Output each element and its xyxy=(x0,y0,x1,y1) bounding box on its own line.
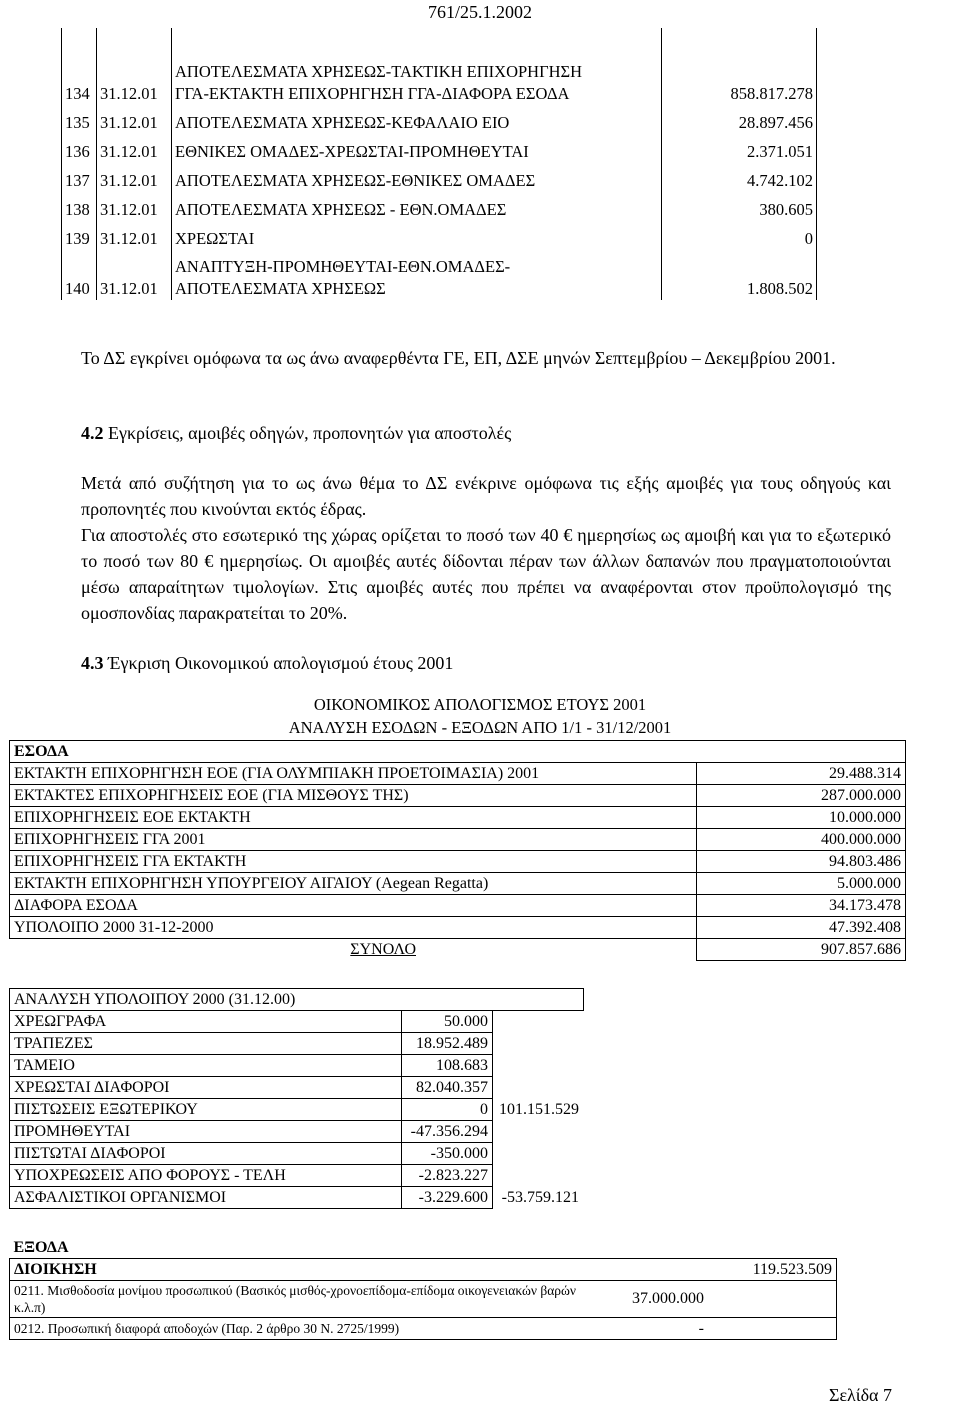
ledger-description: ΑΠΟΤΕΛΕΣΜΑΤΑ ΧΡΗΣΕΩΣ-ΤΑΚΤΙΚΗ ΕΠΙΧΟΡΗΓΗΣΗ ΓΓΑ-ΕΚΤΑΚΤΗ ΕΠΙΧΟΡΗΓΗΣΗ ΓΓΑ-ΔΙΑΦΟΡΑ ΕΣΟΔΑ xyxy=(172,55,662,105)
table-row: ΧΡΕΩΓΡΑΦΑ 50.000 xyxy=(10,1011,584,1033)
ledger-no: 140 xyxy=(62,250,97,300)
ledger-date: 31.12.01 xyxy=(97,250,172,300)
ledger-row xyxy=(62,55,817,105)
table-row: ΕΠΙΧΟΡΗΓΗΣΕΙΣ ΕΟΕ ΕΚΤΑΚΤΗ 10.000.000 xyxy=(10,807,906,829)
document-reference: 761/25.1.2002 xyxy=(427,2,532,22)
table-row: ΠΡΟΜΗΘΕΥΤΑΙ -47.356.294 xyxy=(10,1121,584,1143)
ledger-date: 31.12.01 xyxy=(97,163,172,192)
ledger-description: ΑΠΟΤΕΛΕΣΜΑΤΑ ΧΡΗΣΕΩΣ - ΕΘΝ.ΟΜΑΔΕΣ xyxy=(172,192,662,221)
section-4-2-paragraph-1: Μετά από συζήτηση για το ως άνω θέμα το ΔΣ ενέκρινε ομόφωνα τις εξής αμοιβές για τους οδηγούς και προπονητές που κινούνται εκτός έδρας. xyxy=(81,473,891,519)
section-4-2-heading: 4.2 Εγκρίσεις, αμοιβές οδηγών, προπονητών για αποστολές xyxy=(81,423,512,443)
ledger-amount: 858.817.278 xyxy=(662,55,817,105)
table-row: ΠΙΣΤΩΣΕΙΣ ΕΞΩΤΕΡΙΚΟΥ 0 101.151.529 xyxy=(10,1099,584,1121)
ledger-description: ΕΘΝΙΚΕΣ ΟΜΑΔΕΣ-ΧΡΕΩΣΤΑΙ-ΠΡΟΜΗΘΕΥΤΑΙ xyxy=(172,134,662,163)
income-heading: ΕΣΟΔΑ xyxy=(10,741,906,763)
ledger-row xyxy=(62,192,817,221)
ledger-row xyxy=(62,163,817,192)
ledger-row xyxy=(62,250,817,300)
income-table xyxy=(9,740,906,961)
table-row: 0212. Προσωπική διαφορά αποδοχών (Παρ. 2 άρθρο 30 Ν. 2725/1999) - xyxy=(10,1318,837,1340)
ledger-description: ΧΡΕΩΣΤΑΙ xyxy=(172,221,662,250)
approval-paragraph: Το ΔΣ εγκρίνει ομόφωνα τα ως άνω αναφερθέντα ΓΕ, ΕΠ, ΔΣΕ μηνών Σεπτεμβρίου – Δεκεμβρίου 2001. xyxy=(81,348,836,368)
section-4-3-heading: 4.3 Έγκριση Οικονομικού απολογισμού έτους 2001 xyxy=(81,653,454,673)
balance-heading: ΑΝΑΛΥΣΗ ΥΠΟΛΟΙΠΟΥ 2000 (31.12.00) xyxy=(10,989,584,1011)
table-row: ΤΑΜΕΙΟ 108.683 xyxy=(10,1055,584,1077)
table-row: ΔΙΑΦΟΡΑ ΕΣΟΔΑ 34.173.478 xyxy=(10,895,906,917)
table-row: ΕΠΙΧΟΡΗΓΗΣΕΙΣ ΓΓΑ ΕΚΤΑΚΤΗ 94.803.486 xyxy=(10,851,906,873)
balance-table xyxy=(9,988,584,1209)
page-number: Σελίδα 7 xyxy=(828,1385,892,1405)
report-subtitle: ΑΝΑΛΥΣΗ ΕΣΟΔΩΝ - ΕΞΟΔΩΝ ΑΠΟ 1/1 - 31/12/2001 xyxy=(288,718,672,737)
table-row: ΧΡΕΩΣΤΑΙ ΔΙΑΦΟΡΟΙ 82.040.357 xyxy=(10,1077,584,1099)
admin-label: ΔΙΟΙΚΗΣΗ xyxy=(10,1259,601,1281)
ledger-date: 31.12.01 xyxy=(97,192,172,221)
report-title: ΟΙΚΟΝΟΜΙΚΟΣ ΑΠΟΛΟΓΙΣΜΟΣ ΕΤΟΥΣ 2001 xyxy=(313,695,647,714)
income-total-row xyxy=(10,939,906,961)
table-row: ΕΠΙΧΟΡΗΓΗΣΕΙΣ ΓΓΑ 2001 400.000.000 xyxy=(10,829,906,851)
table-row: ΤΡΑΠΕΖΕΣ 18.952.489 xyxy=(10,1033,584,1055)
table-row: ΕΚΤΑΚΤΗ ΕΠΙΧΟΡΗΓΗΣΗ ΥΠΟΥΡΓΕΙΟΥ ΑΙΓΑΙΟΥ (Aegean Regatta) 5.000.000 xyxy=(10,873,906,895)
table-row: ΥΠΟΛΟΙΠΟ 2000 31-12-2000 47.392.408 xyxy=(10,917,906,939)
section-4-2-paragraph-2: Για αποστολές στο εσωτερικό της χώρας ορίζεται το ποσό των 40 € ημερησίως ως αμοιβή και για το εξωτερικό το ποσό των 80 € ημερησίως. Οι αμοιβές αυτές δίδονται πέραν των άλλων δαπανών που πραγματοποιούνται μέσω απαραίτητων τιμολογίων. Στις αμοιβές αυτές που πρέπει να αναφέρονται στον προϋπολογισμό της ομοσπονδίας παρακρατείται το 20%. xyxy=(81,525,891,623)
ledger-description: ΑΠΟΤΕΛΕΣΜΑΤΑ ΧΡΗΣΕΩΣ-ΕΘΝΙΚΕΣ ΟΜΑΔΕΣ xyxy=(172,163,662,192)
ledger-date: 31.12.01 xyxy=(97,134,172,163)
table-row: ΕΚΤΑΚΤΗ ΕΠΙΧΟΡΗΓΗΣΗ ΕΟΕ (ΓΙΑ ΟΛΥΜΠΙΑΚΗ ΠΡΟΕΤΟΙΜΑΣΙΑ) 2001 29.488.314 xyxy=(10,763,906,785)
ledger-row xyxy=(62,105,817,134)
ledger-amount: 0 xyxy=(662,221,817,250)
table-row: ΠΙΣΤΩΤΑΙ ΔΙΑΦΟΡΟΙ -350.000 xyxy=(10,1143,584,1165)
table-row: ΑΣΦΑΛΙΣΤΙΚΟΙ ΟΡΓΑΝΙΣΜΟΙ -3.229.600 -53.759.121 xyxy=(10,1187,584,1209)
admin-total: 119.523.509 xyxy=(708,1259,837,1281)
ledger-description: ΑΝΑΠΤΥΞΗ-ΠΡΟΜΗΘΕΥΤΑΙ-ΕΘΝ.ΟΜΑΔΕΣ- ΑΠΟΤΕΛΕΣΜΑΤΑ ΧΡΗΣΕΩΣ xyxy=(172,250,662,300)
ledger-amount: 2.371.051 xyxy=(662,134,817,163)
admin-row xyxy=(10,1259,837,1281)
ledger-description: ΑΠΟΤΕΛΕΣΜΑΤΑ ΧΡΗΣΕΩΣ-ΚΕΦΑΛΑΙΟ ΕΙΟ xyxy=(172,105,662,134)
total-amount: 907.857.686 xyxy=(697,939,906,961)
ledger-no: 135 xyxy=(62,105,97,134)
ledger-table xyxy=(61,28,817,300)
ledger-amount: 1.808.502 xyxy=(662,250,817,300)
expenses-table xyxy=(9,1237,837,1340)
ledger-no: 137 xyxy=(62,163,97,192)
ledger-date: 31.12.01 xyxy=(97,55,172,105)
table-row: ΥΠΟΧΡΕΩΣΕΙΣ ΑΠΟ ΦΟΡΟΥΣ - ΤΕΛΗ -2.823.227 xyxy=(10,1165,584,1187)
ledger-no: 138 xyxy=(62,192,97,221)
ledger-amount: 4.742.102 xyxy=(662,163,817,192)
total-label: ΣΥΝΟΛΟ xyxy=(350,940,416,958)
ledger-amount: 28.897.456 xyxy=(662,105,817,134)
ledger-row xyxy=(62,134,817,163)
ledger-row xyxy=(62,221,817,250)
table-row: 0211. Μισθοδοσία μονίμου προσωπικού (Βασικός μισθός-χρονοεπίδομα-επίδομα οικογενειακών βαρών κ.λ.π) 37.000.000 xyxy=(10,1281,837,1318)
ledger-no: 134 xyxy=(62,55,97,105)
table-row: ΕΚΤΑΚΤΕΣ ΕΠΙΧΟΡΗΓΗΣΕΙΣ ΕΟΕ (ΓΙΑ ΜΙΣΘΟΥΣ ΤΗΣ) 287.000.000 xyxy=(10,785,906,807)
ledger-no: 139 xyxy=(62,221,97,250)
ledger-date: 31.12.01 xyxy=(97,105,172,134)
ledger-date: 31.12.01 xyxy=(97,221,172,250)
expenses-heading: ΕΞΟΔΑ xyxy=(13,1238,69,1256)
ledger-amount: 380.605 xyxy=(662,192,817,221)
ledger-no: 136 xyxy=(62,134,97,163)
